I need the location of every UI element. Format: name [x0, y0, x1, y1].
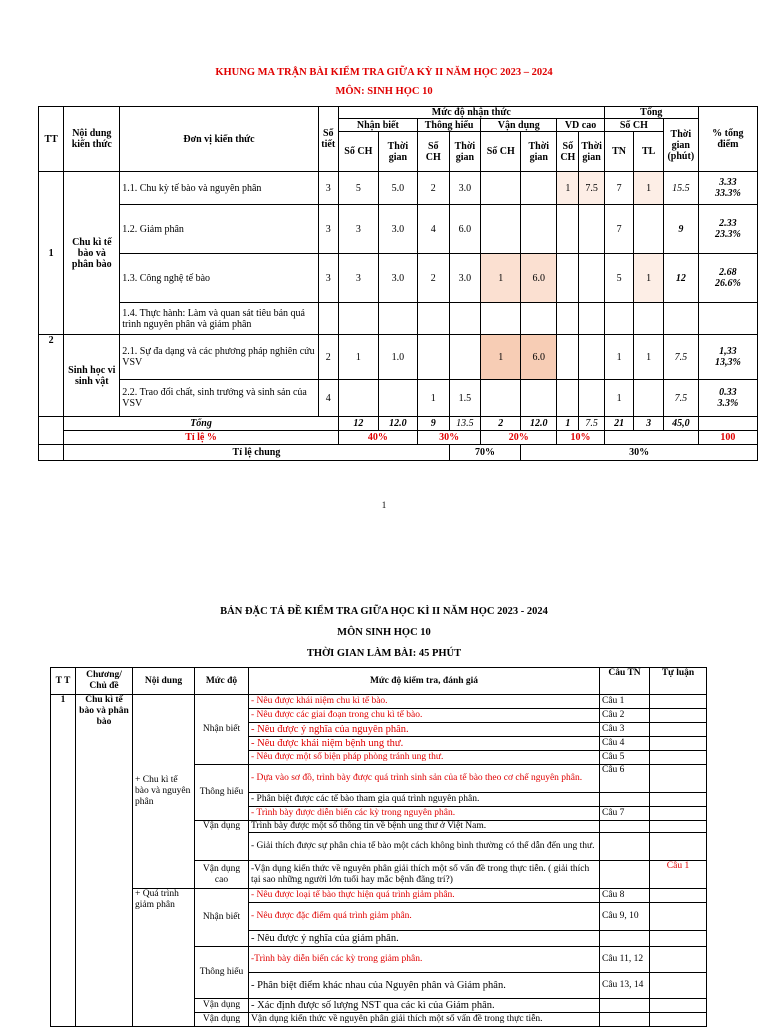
spec-cau: Câu 2 [600, 709, 650, 723]
spec-nd2: + Quá trình giảm phân [133, 889, 195, 1027]
unit-cell: 1.1. Chu kỳ tế bào và nguyên phân [120, 172, 318, 205]
tl-cell: 1 [634, 172, 664, 205]
spec-level-vdc: Vận dụng cao [195, 861, 249, 889]
vd-tg-cell [521, 380, 557, 417]
pct-value: 3.33 [719, 177, 737, 188]
blank-cell [39, 417, 64, 445]
nb-tg-cell [378, 380, 417, 417]
tg-cell: 12 [663, 254, 698, 303]
spec-item: Trình bày được một số thông tin về bệnh ung thư ở Việt Nam. [249, 821, 600, 833]
header-vdc-ch: Số CH [557, 132, 579, 172]
tile-chung-b: 30% [521, 445, 758, 461]
spec-cau: Câu 6 [600, 765, 650, 793]
spec-item: -Trình bày diễn biến các kỳ trong giảm phân. [249, 947, 600, 973]
nb-ch-cell [338, 380, 378, 417]
spec-item: -Vận dụng kiến thức về nguyên phân giải thích một số vấn đề trong thực tiễn. ( giải thích tại sao những người lớn tuổi hay mắc bệnh đãng trí?) [249, 861, 600, 889]
tn-cell: 7 [604, 172, 634, 205]
header-tong-thoi-gian: Thời gian (phút) [663, 119, 698, 172]
tn-cell: 1 [604, 380, 634, 417]
tiet-cell [318, 303, 338, 335]
tg-cell: 9 [663, 205, 698, 254]
spec-header-chuong: Chương/ Chủ đề [76, 668, 133, 695]
vd-ch-cell [481, 172, 521, 205]
nb-tg-cell: 5.0 [378, 172, 417, 205]
spec-header-tt: T T [51, 668, 76, 695]
th-tg-cell: 6.0 [449, 205, 481, 254]
total-th-tg: 13.5 [449, 417, 481, 431]
spec-cau [600, 861, 650, 889]
spec-nd1: + Chu kì tế bào và nguyên phân [133, 695, 195, 889]
nb-tg-cell: 3.0 [378, 254, 417, 303]
spec-level-vd: Vận dụng [195, 1013, 249, 1027]
spec-tl [650, 737, 707, 751]
header-th-ch: Số CH [417, 132, 449, 172]
unit-cell: 1.3. Công nghệ tế bào [120, 254, 318, 303]
nb-ch-cell: 3 [338, 205, 378, 254]
spec-tl [650, 695, 707, 709]
vd-ch-cell [481, 380, 521, 417]
pct-cell [698, 303, 757, 335]
header-nb-tg: Thời gian [378, 132, 417, 172]
spec-level-nb: Nhận biết [195, 889, 249, 947]
spec-tl [650, 751, 707, 765]
spec-item: - Nêu được ý nghĩa của nguyên phân. [249, 723, 600, 737]
nb-ch-cell: 5 [338, 172, 378, 205]
matrix-table [38, 106, 758, 461]
tiet-cell: 3 [318, 254, 338, 303]
blank-cell [39, 445, 64, 461]
vd-ch-cell [481, 205, 521, 254]
pct-cell [698, 172, 757, 205]
vdc-tg-cell: 7.5 [579, 172, 604, 205]
vdc-tg-cell [579, 303, 604, 335]
th-ch-cell: 2 [417, 172, 449, 205]
pct-cell [698, 254, 757, 303]
spec-cau [600, 999, 650, 1013]
unit-cell: 1.2. Giảm phân [120, 205, 318, 254]
th-ch-cell: 1 [417, 380, 449, 417]
unit-cell: 2.2. Trao đổi chất, sinh trưởng và sinh sản của VSV [120, 380, 318, 417]
pct-cell [698, 335, 757, 380]
header-van-dung: Vận dụng [481, 119, 557, 132]
total-vd-ch: 2 [481, 417, 521, 431]
spec-cau: Câu 11, 12 [600, 947, 650, 973]
spec-tl [650, 931, 707, 947]
th-ch-cell [417, 303, 449, 335]
total-th-ch: 9 [417, 417, 449, 431]
tg-cell: 7.5 [663, 380, 698, 417]
tile-chung-label: Tỉ lệ chung [64, 445, 449, 461]
th-ch-cell: 4 [417, 205, 449, 254]
vdc-ch-cell [557, 380, 579, 417]
pct-cell [698, 380, 757, 417]
nb-ch-cell [338, 303, 378, 335]
total-tn: 21 [604, 417, 634, 431]
vdc-tg-cell [579, 205, 604, 254]
tn-cell [604, 303, 634, 335]
spec-item: - Trình bày được diễn biến các kỳ trong nguyên phân. [249, 807, 600, 821]
unit-cell: 2.1. Sự đa dạng và các phương pháp nghiên cứu VSV [120, 335, 318, 380]
pct-percent: 3.3% [717, 398, 739, 409]
header-vdc-tg: Thời gian [579, 132, 604, 172]
spec-tl [650, 821, 707, 833]
spec-cau: Câu 7 [600, 807, 650, 821]
vdc-ch-cell: 1 [557, 172, 579, 205]
th-tg-cell [449, 335, 481, 380]
spec-title: BẢN ĐẶC TẢ ĐỀ KIỂM TRA GIỮA HỌC KÌ II NĂM HỌC 2023 - 2024 [220, 606, 548, 617]
nb-tg-cell: 3.0 [378, 205, 417, 254]
spec-chuong: Chu kì tế bào và phân bào [76, 695, 133, 1027]
spec-tl [650, 1013, 707, 1027]
spec-tl [650, 833, 707, 861]
tg-cell: 15.5 [663, 172, 698, 205]
header-nhan-biet: Nhận biết [338, 119, 417, 132]
spec-item: - Nêu được khái niệm chu kì tế bào. [249, 695, 600, 709]
spec-tl [650, 765, 707, 793]
spec-header-noi-dung: Nội dung [133, 668, 195, 695]
spec-cau: Câu 4 [600, 737, 650, 751]
pct-percent: 26.6% [714, 278, 741, 289]
header-tn: TN [604, 132, 634, 172]
spec-level-vd: Vận dụng [195, 999, 249, 1013]
total-vdc-ch: 1 [557, 417, 579, 431]
spec-subject: MÔN SINH HỌC 10 [337, 627, 431, 638]
vd-ch-cell [481, 303, 521, 335]
pct-percent: 33.3% [714, 188, 741, 199]
tile-vdc: 10% [557, 431, 605, 445]
header-tong-so-ch: Số CH [604, 119, 663, 132]
header-nb-ch: Số CH [338, 132, 378, 172]
vdc-ch-cell [557, 205, 579, 254]
tile-label: Tỉ lệ % [64, 431, 338, 445]
total-label: Tổng [64, 417, 338, 431]
topic1-name: Chu kì tế bào và phân bào [64, 172, 120, 335]
spec-cau: Câu 13, 14 [600, 973, 650, 999]
spec-level-th: Thông hiểu [195, 765, 249, 821]
total-tg: 45,0 [663, 417, 698, 431]
spec-item: - Phân biệt điểm khác nhau của Nguyên phân và Giảm phân. [249, 973, 600, 999]
vdc-ch-cell [557, 303, 579, 335]
vd-tg-cell [521, 303, 557, 335]
topic2-tt: 2 [39, 335, 64, 417]
spec-cau: Câu 8 [600, 889, 650, 903]
tg-cell [663, 303, 698, 335]
tl-cell [634, 205, 664, 254]
nb-ch-cell: 3 [338, 254, 378, 303]
header-pct: % tổng điểm [698, 107, 757, 172]
pct-value: 2.68 [719, 267, 737, 278]
matrix-title: KHUNG MA TRẬN BÀI KIỂM TRA GIỮA KỲ II NĂM HỌC 2023 – 2024 [215, 67, 553, 78]
spec-tl [650, 807, 707, 821]
tile-th: 30% [417, 431, 480, 445]
pct-value: 1,33 [719, 346, 737, 357]
tiet-cell: 2 [318, 335, 338, 380]
pct-cell [698, 205, 757, 254]
spec-item: Vận dụng kiến thức về nguyên phân giải thích một số vấn đề trong thực tiễn. [249, 1013, 600, 1027]
vdc-tg-cell [579, 335, 604, 380]
vdc-ch-cell [557, 254, 579, 303]
tile-chung-a: 70% [449, 445, 521, 461]
total-nb-ch: 12 [338, 417, 378, 431]
spec-cau: Câu 1 [600, 695, 650, 709]
tile-total: 100 [698, 431, 757, 445]
th-tg-cell [449, 303, 481, 335]
spec-level-th: Thông hiểu [195, 947, 249, 999]
header-don-vi: Đơn vị kiến thức [120, 107, 318, 172]
nb-tg-cell: 1.0 [378, 335, 417, 380]
tl-cell: 1 [634, 254, 664, 303]
spec-cau: Câu 9, 10 [600, 903, 650, 931]
spec-header-cau-tn: Câu TN [600, 668, 650, 695]
header-tong: Tổng [604, 107, 698, 119]
spec-header-mucdo-kt: Mức độ kiểm tra, đánh giá [249, 668, 600, 695]
vd-tg-cell: 6.0 [521, 335, 557, 380]
spec-item: - Nêu được đặc điểm quá trình giảm phân. [249, 903, 600, 931]
spec-item: - Nêu được loại tế bào thực hiện quá trình giảm phân. [249, 889, 600, 903]
nb-ch-cell: 1 [338, 335, 378, 380]
spec-tl [650, 973, 707, 999]
vd-ch-cell: 1 [481, 335, 521, 380]
th-ch-cell: 2 [417, 254, 449, 303]
total-vdc-tg: 7.5 [579, 417, 604, 431]
vdc-ch-cell [557, 335, 579, 380]
page-number: 1 [381, 500, 387, 510]
spec-cau [600, 1013, 650, 1027]
unit-cell: 1.4. Thực hành: Làm và quan sát tiêu bản quá trình nguyên phân và giảm phân [120, 303, 318, 335]
vdc-tg-cell [579, 380, 604, 417]
spec-duration: THỜI GIAN LÀM BÀI: 45 PHÚT [306, 648, 462, 659]
pct-percent: 23.3% [714, 229, 741, 240]
header-th-tg: Thời gian [449, 132, 481, 172]
vd-tg-cell [521, 172, 557, 205]
vd-ch-cell: 1 [481, 254, 521, 303]
spec-item: - Nêu được một số biện pháp phòng tránh ung thư. [249, 751, 600, 765]
header-noi-dung: Nội dung kiến thức [64, 107, 120, 172]
spec-item: - Nêu được các giai đoạn trong chu kì tế bào. [249, 709, 600, 723]
vd-tg-cell: 6.0 [521, 254, 557, 303]
spec-tl [650, 889, 707, 903]
spec-tl: Câu 1 [650, 861, 707, 889]
tn-cell: 5 [604, 254, 634, 303]
spec-item: - Phân biệt được các tế bào tham gia quá trình nguyên phân. [249, 793, 600, 807]
tl-cell [634, 303, 664, 335]
spec-tl [650, 999, 707, 1013]
pct-value: 2.33 [719, 218, 737, 229]
blank-cell [604, 431, 698, 445]
header-thong-hieu: Thông hiểu [417, 119, 480, 132]
tiet-cell: 3 [318, 205, 338, 254]
spec-cau [600, 931, 650, 947]
spec-cau: Câu 3 [600, 723, 650, 737]
spec-tl [650, 723, 707, 737]
spec-header-muc-do: Mức độ [195, 668, 249, 695]
spec-item: - Giải thích được sự phân chia tế bào một cách không bình thường có thể dẫn đến ung thư. [249, 833, 600, 861]
topic2-name: Sinh học vi sinh vật [64, 335, 120, 417]
header-tt: TT [39, 107, 64, 172]
matrix-subtitle: MÔN: SINH HỌC 10 [335, 86, 433, 97]
pct-percent: 13,3% [714, 357, 741, 368]
spec-level-nb: Nhận biết [195, 695, 249, 765]
spec-tl [650, 947, 707, 973]
th-tg-cell: 3.0 [449, 254, 481, 303]
total-tl: 3 [634, 417, 664, 431]
spec-item: - Nêu được ý nghĩa của giảm phân. [249, 931, 600, 947]
spec-level-vd: Vận dụng [195, 821, 249, 861]
vd-tg-cell [521, 205, 557, 254]
spec-cau [600, 821, 650, 833]
spec-table [50, 667, 707, 1027]
spec-tl [650, 793, 707, 807]
tiet-cell: 3 [318, 172, 338, 205]
header-vd-tg: Thời gian [521, 132, 557, 172]
tiet-cell: 4 [318, 380, 338, 417]
header-tl: TL [634, 132, 664, 172]
tn-cell: 1 [604, 335, 634, 380]
spec-tl [650, 709, 707, 723]
th-ch-cell [417, 335, 449, 380]
th-tg-cell: 1.5 [449, 380, 481, 417]
total-vd-tg: 12.0 [521, 417, 557, 431]
tile-vd: 20% [481, 431, 557, 445]
spec-cau [600, 793, 650, 807]
tl-cell [634, 380, 664, 417]
spec-item: - Xác định được số lượng NST qua các kì của Giảm phân. [249, 999, 600, 1013]
pct-value: 0.33 [719, 387, 737, 398]
th-tg-cell: 3.0 [449, 172, 481, 205]
nb-tg-cell [378, 303, 417, 335]
spec-item: - Nêu được khái niệm bệnh ung thư. [249, 737, 600, 751]
tn-cell: 7 [604, 205, 634, 254]
header-vd-ch: Số CH [481, 132, 521, 172]
blank-cell [698, 417, 757, 431]
total-nb-tg: 12.0 [378, 417, 417, 431]
spec-item: - Dựa vào sơ đồ, trình bày được quá trình sinh sản của tế bào theo cơ chế nguyên phân. [249, 765, 600, 793]
spec-tl [650, 903, 707, 931]
header-so-tiet: Số tiết [318, 107, 338, 172]
topic1-tt: 1 [39, 172, 64, 335]
spec-cau: Câu 5 [600, 751, 650, 765]
tl-cell: 1 [634, 335, 664, 380]
tg-cell: 7.5 [663, 335, 698, 380]
spec-tt: 1 [51, 695, 76, 1027]
tile-nb: 40% [338, 431, 417, 445]
spec-header-tu-luan: Tự luận [650, 668, 707, 695]
header-vd-cao: VD cao [557, 119, 605, 132]
header-muc-do: Mức độ nhận thức [338, 107, 604, 119]
vdc-tg-cell [579, 254, 604, 303]
spec-cau [600, 833, 650, 861]
